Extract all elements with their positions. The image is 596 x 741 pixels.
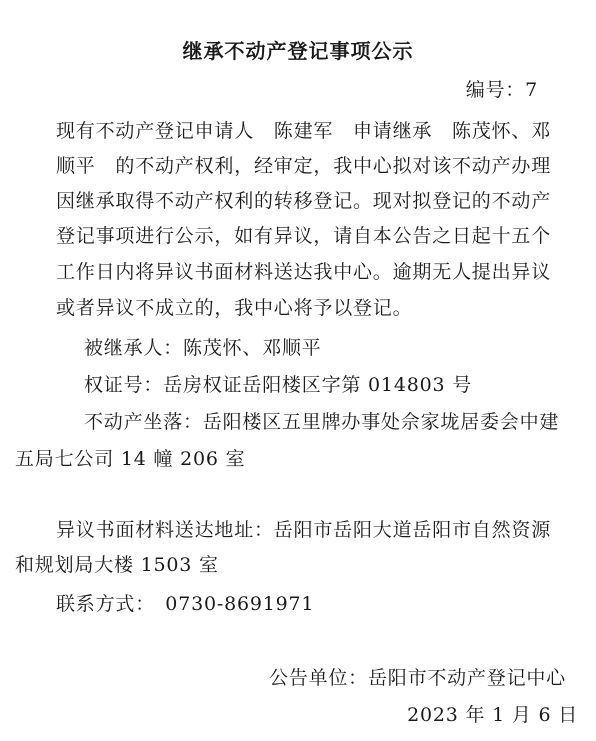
body-line: 或者异议不成立的，我中心将予以登记。 <box>56 297 413 319</box>
body-line: 因继承取得不动产权利的转移登记。现对拟登记的不动产 <box>56 190 552 212</box>
issuer: 公告单位：岳阳市不动产登记中心 <box>268 667 566 689</box>
body-line: 顺平 的不动产权利，经审定，我中心拟对该不动产办理 <box>56 155 552 177</box>
location-line: 五局七公司 14 幢 206 室 <box>15 448 246 470</box>
issue-date: 2023 年 1 月 6 日 <box>407 704 578 726</box>
address-line: 和规划局大楼 1503 室 <box>15 554 219 576</box>
notice-number: 编号：7 <box>465 79 538 101</box>
body-line: 登记事项进行公示，如有异议，请自本公告之日起十五个 <box>56 225 552 247</box>
notice-title: 继承不动产登记事项公示 <box>182 39 414 63</box>
body-line: 现有不动产登记申请人 陈建军 申请继承 陈茂怀、邓 <box>56 120 552 142</box>
body-line: 工作日内将异议书面材料送达我中心。逾期无人提出异议 <box>56 261 552 283</box>
certificate-field: 权证号：岳房权证岳阳楼区字第 014803 号 <box>84 374 473 396</box>
address-line: 异议书面材料送达地址：岳阳市岳阳大道岳阳市自然资源 <box>56 519 552 541</box>
decedent-field: 被继承人：陈茂怀、邓顺平 <box>84 337 322 359</box>
contact-field: 联系方式： 0730-8691971 <box>56 593 315 615</box>
location-line: 不动产坐落：岳阳楼区五里牌办事处佘家垅居委会中建 <box>84 411 560 433</box>
